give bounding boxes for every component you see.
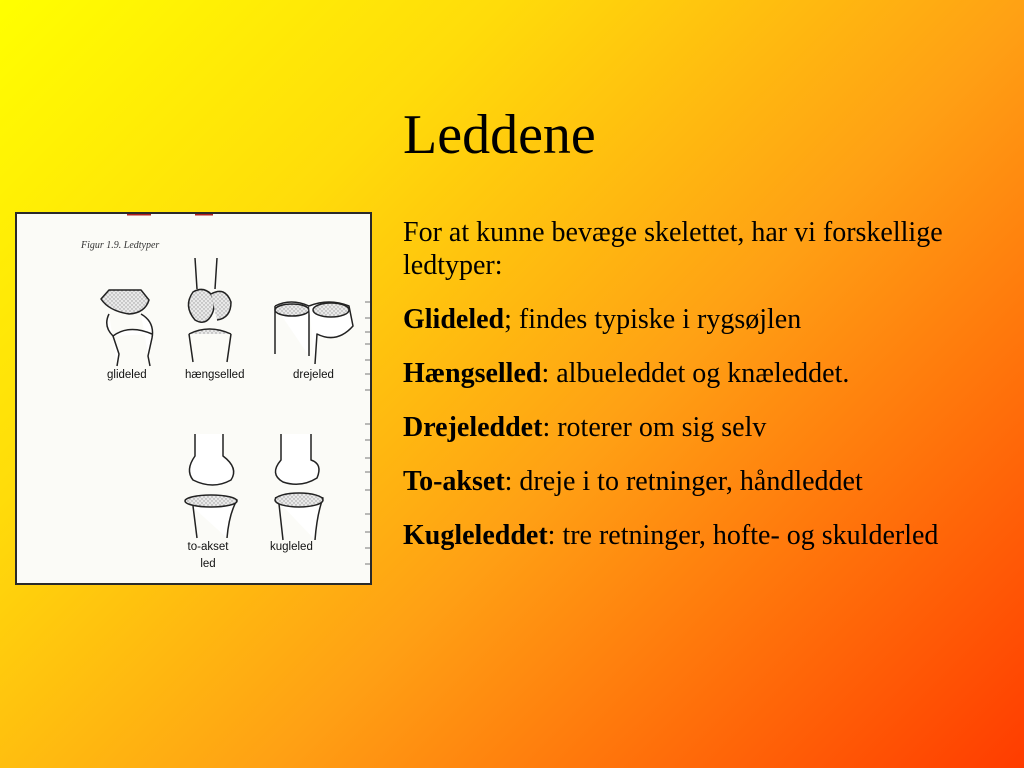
slide-body — [403, 216, 1003, 573]
joint-term: Glideled — [403, 304, 505, 335]
label-glide-joint: glideled — [107, 369, 147, 381]
joint-term: To-akset — [403, 466, 505, 497]
joint-description: ; findes typiske i rygsøjlen — [504, 304, 802, 335]
joint-item — [403, 411, 1003, 444]
biaxial-joint-drawing — [185, 434, 237, 538]
label-pivot-joint: drejeled — [293, 369, 334, 381]
joint-illustration — [17, 214, 372, 585]
label-biaxial-joint: to-akset led — [187, 541, 229, 570]
joint-description: : albueleddet og knæleddet. — [541, 358, 850, 389]
joint-item — [403, 303, 1003, 336]
intro-paragraph: For at kunne bevæge skelettet, har vi forskellige ledtyper: — [403, 217, 943, 281]
glide-joint-drawing — [101, 290, 153, 366]
figure-caption: Figur 1.9. Ledtyper — [81, 240, 160, 251]
label-ball-joint: kugleled — [270, 541, 313, 553]
joint-item — [403, 465, 1003, 498]
joint-term: Drejeleddet — [403, 412, 543, 443]
joint-item — [403, 519, 1003, 552]
joint-term: Kugleleddet — [403, 520, 548, 551]
ball-joint-drawing — [275, 434, 323, 540]
joint-types-figure — [15, 212, 372, 585]
hinge-joint-drawing — [188, 258, 231, 362]
pivot-joint-drawing — [275, 302, 353, 364]
joint-description: : roterer om sig selv — [542, 412, 767, 443]
page-edge-text — [365, 302, 371, 564]
joint-term: Hængselled — [403, 358, 542, 389]
joint-description: : tre retninger, hofte- og skulderled — [547, 520, 939, 551]
joint-item — [403, 357, 1003, 390]
joint-description: : dreje i to retninger, håndleddet — [504, 466, 863, 497]
label-hinge-joint: hængselled — [185, 369, 245, 381]
slide-title: Leddene — [403, 104, 596, 166]
